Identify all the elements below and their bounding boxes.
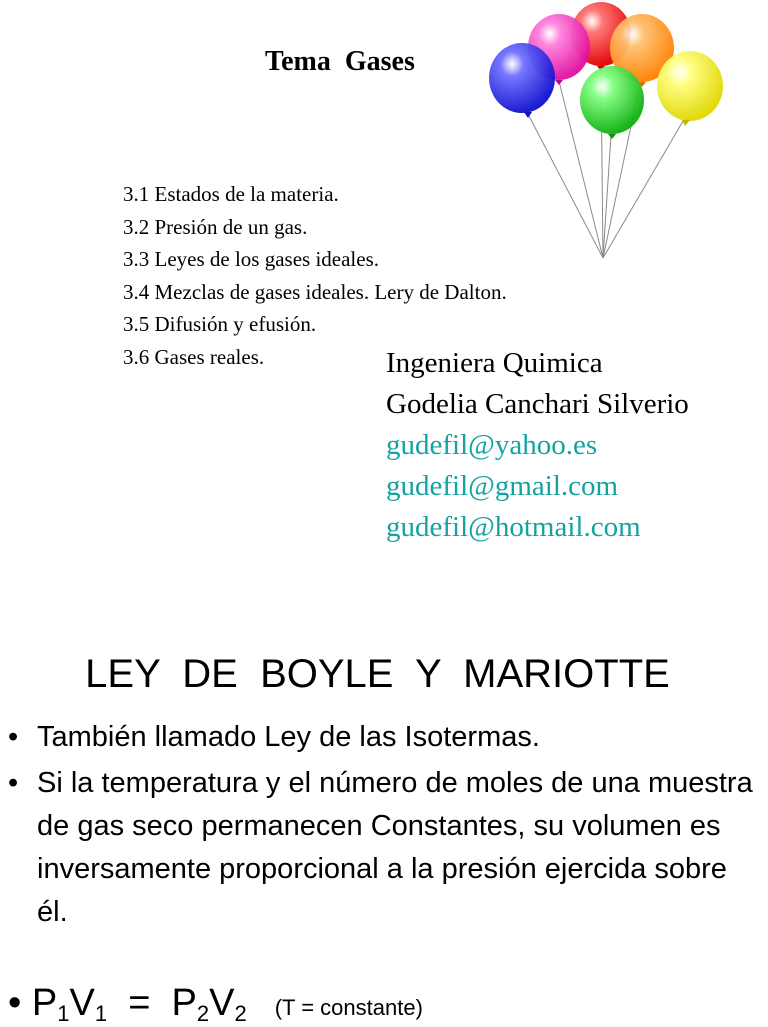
slide-title: Tema Gases bbox=[265, 46, 415, 77]
green-balloon bbox=[580, 66, 644, 139]
bullet-dot: • bbox=[8, 982, 22, 1024]
bullet-dot: • bbox=[8, 721, 19, 753]
bullet-text: Si la temperatura y el número de moles de una muestra de gas seco permanecen Constantes, su volumen es inversamente proporcional a la presión ejercida sobre él. bbox=[37, 767, 753, 928]
formula-subscript: 1 bbox=[57, 1001, 70, 1026]
formula-equals: = bbox=[107, 982, 172, 1024]
formula-subscript: 2 bbox=[234, 1001, 247, 1026]
topic-item: 3.3 Leyes de los gases ideales. bbox=[123, 247, 380, 271]
formula-term: P bbox=[31, 982, 58, 1024]
email-link[interactable]: gudefil@yahoo.es bbox=[386, 429, 598, 461]
boyle-formula bbox=[8, 982, 423, 1027]
author-block bbox=[386, 343, 689, 548]
topic-item: 3.1 Estados de la materia. bbox=[123, 182, 339, 206]
formula-subscript: 2 bbox=[196, 1001, 210, 1026]
author-role: Ingeniera Quimica bbox=[386, 347, 603, 379]
slide-heading: LEY DE BOYLE Y MARIOTTE bbox=[85, 652, 670, 696]
balloons-illustration bbox=[470, 0, 768, 270]
formula-subscript: 1 bbox=[94, 1001, 108, 1026]
topic-item: 3.4 Mezclas de gases ideales. Lery de Dalton. bbox=[123, 279, 507, 304]
formula-condition: (T = constante) bbox=[274, 995, 423, 1020]
formula-term: V bbox=[69, 982, 95, 1024]
email-link[interactable]: gudefil@gmail.com bbox=[386, 470, 619, 502]
formula-term: P bbox=[171, 982, 197, 1024]
author-name: Godelia Canchari Silverio bbox=[386, 388, 689, 420]
blue-balloon bbox=[489, 43, 555, 118]
email-link[interactable]: gudefil@hotmail.com bbox=[386, 511, 641, 543]
bullet-text: También llamado Ley de las Isotermas. bbox=[37, 721, 540, 753]
topic-item: 3.6 Gases reales. bbox=[123, 344, 265, 369]
bullet-item bbox=[0, 762, 757, 934]
bullet-list bbox=[0, 716, 757, 935]
yellow-balloon bbox=[657, 51, 723, 126]
formula-term: V bbox=[209, 982, 235, 1024]
topic-item: 3.2 Presión de un gas. bbox=[123, 214, 308, 239]
bullet-item bbox=[0, 716, 757, 759]
bullet-dot: • bbox=[8, 767, 19, 799]
topic-item: 3.5 Difusión y efusión. bbox=[123, 312, 317, 336]
